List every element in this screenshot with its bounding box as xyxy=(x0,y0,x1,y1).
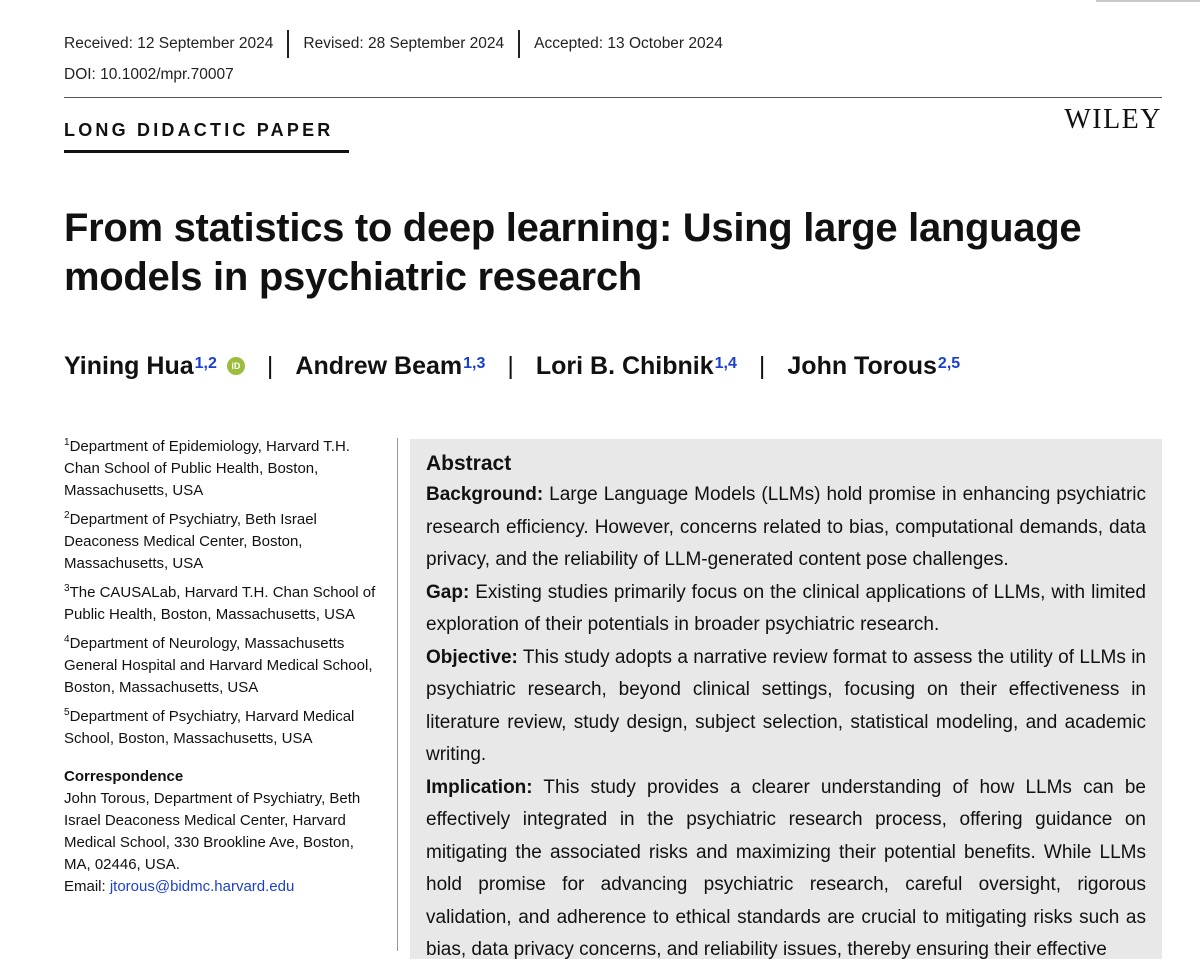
abstract-section-label: Background: xyxy=(426,484,544,505)
abstract-section-text: This study adopts a narrative review format to assess the utility of LLMs in psychiatric research, beyond clinical settings, focusing on their effectiveness in literature review, study design, subject selection, statistical modeling, and academic writing. xyxy=(426,646,1146,765)
email-link[interactable]: jtorous@bidmc.harvard.edu xyxy=(109,878,295,895)
affiliations-column xyxy=(64,436,384,898)
abstract-section-text: Large Language Models (LLMs) hold promise in enhancing psychiatric research efficiency. However, concerns related to bias, computational demands, data privacy, and the reliability of LLM-generated content pose challenges. xyxy=(426,484,1146,570)
article-history xyxy=(64,30,737,58)
affiliation xyxy=(64,509,384,575)
article-title: From statistics to deep learning: Using large language models in psychiatric research xyxy=(64,206,1082,299)
correspondence-email-line xyxy=(64,876,384,898)
affiliation-number: 2 xyxy=(64,510,70,521)
abstract-gap xyxy=(426,577,1146,642)
orcid-icon[interactable]: iD xyxy=(227,357,245,375)
author-separator: | xyxy=(266,351,274,380)
abstract-section-text: This study provides a clearer understanding of how LLMs can be effectively integrated in the psychiatric research process, offering guidance on mitigating the associated risks and maximizing their potential benefits. While LLMs hold promise for advancing psychiatric research, careful oversight, rigorous validation, and adherence to ethical standards are crucial to mitigating risks such as bias, data privacy concerns, and reliability issues, thereby ensuring their effective xyxy=(426,776,1146,960)
author-name[interactable]: John Torous xyxy=(787,351,937,380)
column-divider xyxy=(397,438,398,951)
abstract-section-label: Implication: xyxy=(426,776,533,798)
affiliation-number: 1 xyxy=(64,437,70,448)
section-label-underline xyxy=(64,150,349,153)
section-label: LONG DIDACTIC PAPER xyxy=(64,120,334,140)
email-label: Email: xyxy=(64,878,110,895)
affiliation xyxy=(64,633,384,699)
accepted-date: Accepted: 13 October 2024 xyxy=(534,35,723,52)
abstract-section-label: Gap: xyxy=(426,581,470,603)
doi: DOI: 10.1002/mpr.70007 xyxy=(64,66,234,83)
affiliation-text: Department of Psychiatry, Beth Israel Deaconess Medical Center, Boston, Massachusetts, USA xyxy=(64,511,317,572)
correspondence-heading: Correspondence xyxy=(64,768,184,785)
affiliation-text: Department of Psychiatry, Harvard Medical School, Boston, Massachusetts, USA xyxy=(64,708,355,747)
author-name[interactable]: Lori B. Chibnik xyxy=(535,351,714,380)
abstract-section-text: Existing studies primarily focus on the clinical applications of LLMs, with limited exploration of their potentials in broader psychiatric research. xyxy=(426,581,1146,635)
author-affil-sup: 2,5 xyxy=(937,355,961,372)
affiliation-number: 4 xyxy=(64,634,70,645)
affiliation-text: Department of Epidemiology, Harvard T.H. Chan School of Public Health, Boston, Massachusetts, USA xyxy=(64,438,350,499)
author-affil-sup: 1,2 xyxy=(194,355,217,372)
author-list xyxy=(64,348,960,384)
received-date: Received: 12 September 2024 xyxy=(64,35,274,52)
affiliation xyxy=(64,436,384,502)
affiliation-number: 5 xyxy=(64,707,70,718)
abstract-background xyxy=(426,479,1146,577)
author-name[interactable]: Andrew Beam xyxy=(295,351,463,380)
abstract-objective xyxy=(426,642,1146,772)
author-affil-sup: 1,3 xyxy=(463,355,486,372)
publisher-logo: WILEY xyxy=(1064,104,1162,135)
affiliation-text: Department of Neurology, Massachusetts General Hospital and Harvard Medical School, Boston, Massachusetts, USA xyxy=(64,635,373,696)
affiliation xyxy=(64,582,384,626)
author-name[interactable]: Yining Hua xyxy=(64,351,194,380)
abstract-box xyxy=(410,439,1162,959)
affiliation-text: The CAUSALab, Harvard T.H. Chan School of Public Health, Boston, Massachusetts, USA xyxy=(64,584,376,623)
top-corner-rule xyxy=(1096,0,1200,2)
affiliation-number: 3 xyxy=(64,583,70,594)
correspondence-text: John Torous, Department of Psychiatry, Beth Israel Deaconess Medical Center, Harvard Medical School, 330 Brookline Ave, Boston, MA, 02446, USA. xyxy=(64,790,361,873)
affiliation xyxy=(64,706,384,750)
abstract-implication xyxy=(426,772,1146,967)
author-separator: | xyxy=(507,351,514,380)
author-affil-sup: 1,4 xyxy=(714,355,737,372)
revised-date: Revised: 28 September 2024 xyxy=(303,35,505,52)
header-rule xyxy=(64,97,1162,98)
author-separator: | xyxy=(758,351,766,380)
abstract-section-label: Objective: xyxy=(426,646,518,668)
abstract-heading: Abstract xyxy=(426,452,512,475)
